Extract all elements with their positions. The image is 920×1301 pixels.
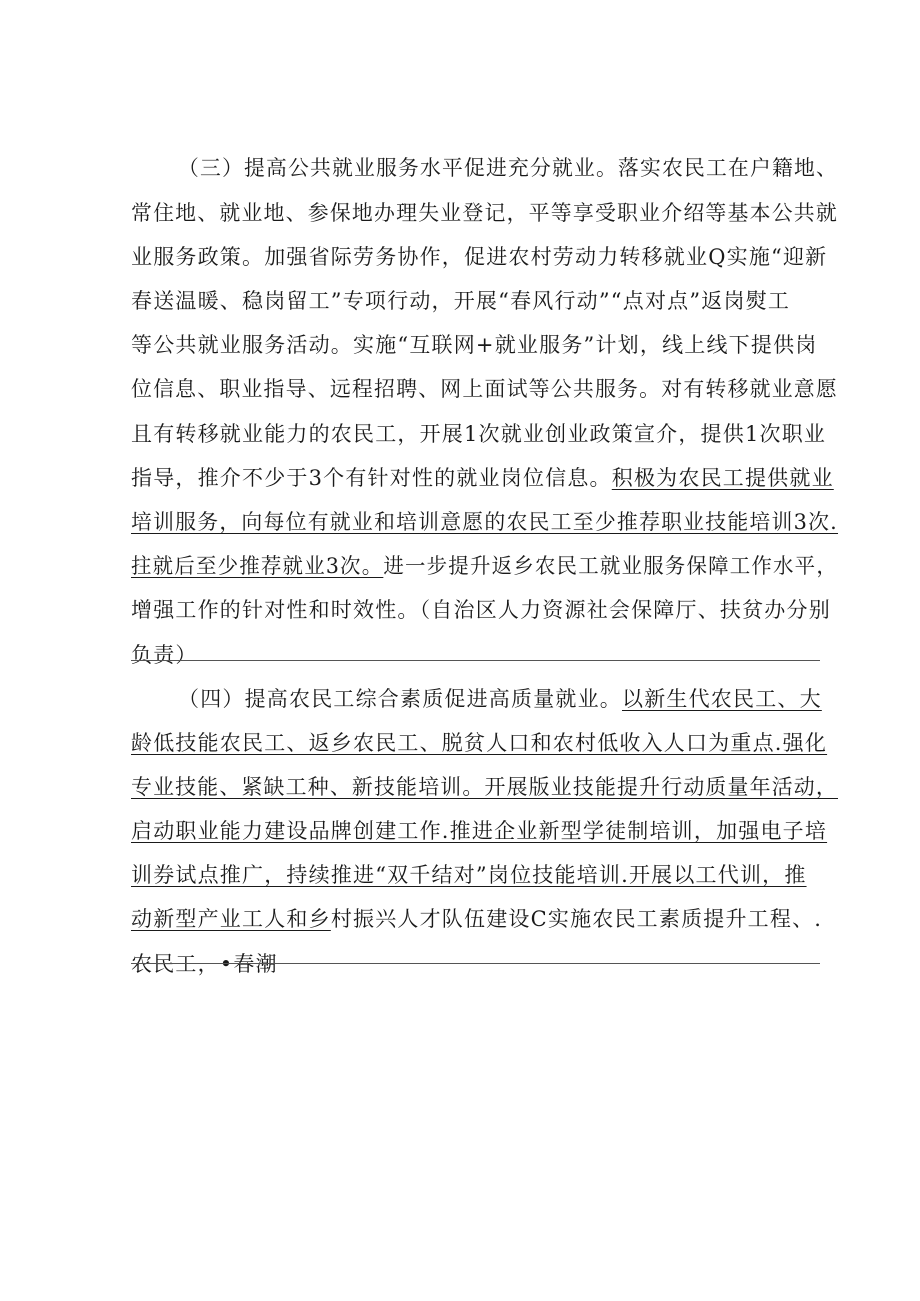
paragraph-line [131,507,838,537]
underlined-text: 动新型产业工人和乡 [131,907,331,931]
plain-text: 指导，推介不少于3个有针对性的就业岗位信息。 [131,466,612,490]
section-divider [131,963,820,964]
paragraph-line [131,816,827,846]
underlined-text: 训券试点推广，持续推进“双千结对”岗位技能培训.开展以工代训，推 [131,863,807,887]
plain-text: 进一步提升返乡农民工就业服务保障工作水平， [383,554,838,578]
paragraph-line: （三）提高公共就业服务水平促进充分就业。落实农民工在户籍地、 [178,156,839,180]
paragraph-line [131,860,807,890]
paragraph-line: 等公共就业服务活动。实施“互联网+就业服务”计划，线上线下提供岗 [131,333,818,357]
paragraph-line: 负责） [131,643,198,667]
underlined-text: 专业技能、紧缺工种、新技能培训。开展版业技能提升行动质量年活动， [131,775,838,799]
paragraph-line [131,728,827,758]
paragraph-line: 业服务政策。加强省际劳务协作，促进农村劳动力转移就业Q实施“迎新 [131,245,828,269]
paragraph-line [178,684,822,714]
paragraph-line [131,463,834,493]
paragraph-line: 增强工作的针对性和时效性。（自治区人力资源社会保障厅、扶贫办分别 [131,598,831,622]
underlined-text: 龄低技能农民工、返乡农民工、脱贫人口和农村低收入人口为重点.强化 [131,731,828,755]
paragraph-line: 位信息、职业指导、远程招聘、网上面试等公共服务。对有转移就业意愿 [131,377,838,401]
paragraph-line: 且有转移就业能力的农民工，开展1次就业创业政策宣介，提供1次职业 [131,422,827,446]
underlined-text: 积极为农民工提供就业 [611,466,834,490]
underlined-text: 拄就后至少推荐就业3次。 [131,554,384,578]
underlined-text: 培训服务，向每位有就业和培训意愿的农民工至少推荐职业技能培训3次. [131,510,839,534]
plain-text: 村振兴人才队伍建设C实施农民工素质提升工程、. [330,907,823,931]
section-divider [131,660,820,661]
plain-text: （四）提高农民工综合素质促进高质量就业。 [178,687,622,711]
paragraph-line: 农民工，•春潮 [131,952,278,976]
underlined-text: 启动职业能力建设品牌创建工作.推进企业新型学徒制培训，加强电子培 [131,819,828,843]
paragraph-line [131,904,822,934]
paragraph-line [131,551,838,581]
paragraph-line: 常住地、就业地、参保地办理失业登记，平等享受职业介绍等基本公共就 [131,201,838,225]
underlined-text: 以新生代农民工、大 [622,687,822,711]
paragraph-line: 春送温暖、稳岗留工”专项行动，开展“春风行动”“点对点”返岗熨工 [131,289,791,313]
paragraph-line [131,772,838,802]
